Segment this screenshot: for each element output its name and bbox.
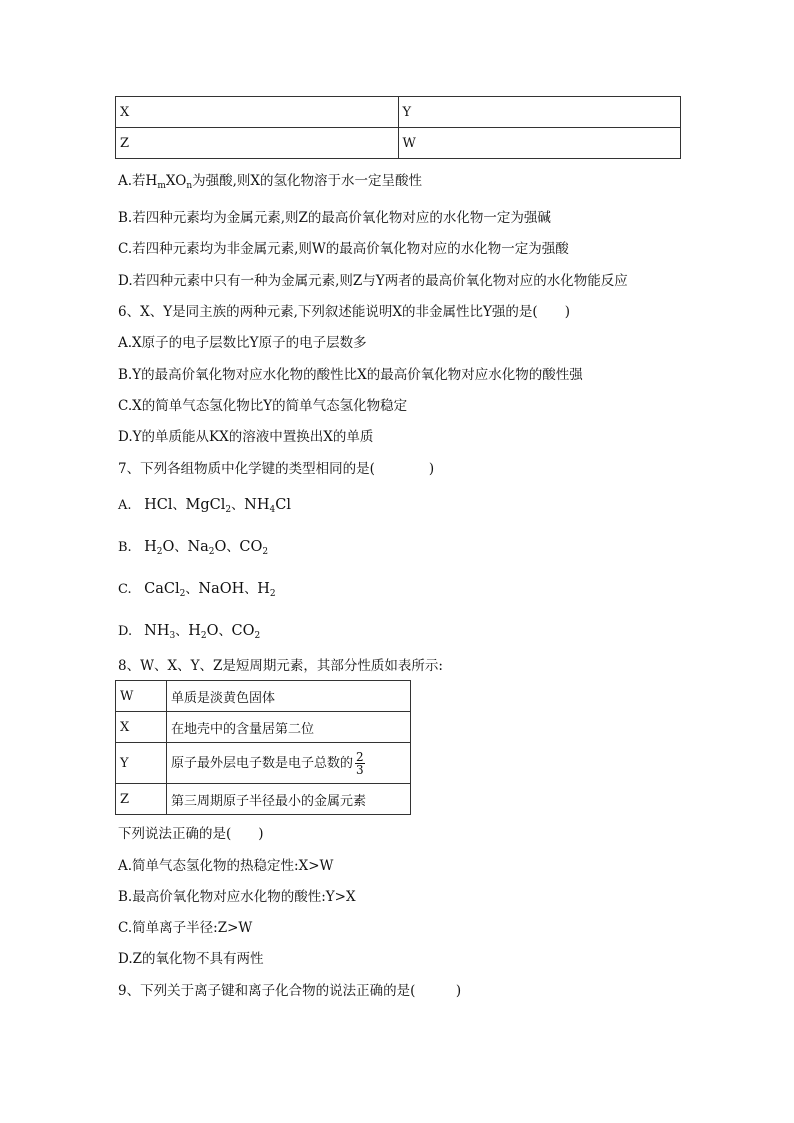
q5-option-a: A.若$H_mXO_n$为强酸,则X的氢化物溶于水一定呈酸性 <box>118 173 423 191</box>
q7-option-a: A. HCl、MgCl$_2$、$NH_4Cl$ <box>118 497 291 515</box>
q8-ask: 下列说法正确的是( ) <box>118 826 264 842</box>
table-cell: W <box>398 128 681 159</box>
q8-option-d: D.Z的氧化物不具有两性 <box>118 951 264 967</box>
q7-stem: 7、下列各组物质中化学键的类型相同的是( ) <box>118 461 435 477</box>
q6-option-d: D.Y的单质能从KX的溶液中置换出X的单质 <box>118 429 374 445</box>
formula: $NH_4Cl$ <box>244 497 291 515</box>
fraction: $\frac{2}{3}$ <box>356 749 364 777</box>
table-cell: 单质是淡黄色固体 <box>167 681 411 712</box>
q7-option-c: C. CaCl$_2$、NaOH、$H_2$ <box>118 581 276 599</box>
formula: $H_2O$ <box>144 539 175 557</box>
formula: $Na_2O$ <box>187 539 227 557</box>
table-cell: Z <box>116 784 167 815</box>
q5-option-c: C.若四种元素均为非金属元素,则W的最高价氧化物对应的水化物一定为强酸 <box>118 241 569 257</box>
q6-option-a: A.X原子的电子层数比Y原子的电子层数多 <box>118 335 367 351</box>
formula: $NH_3$ <box>144 623 176 641</box>
table-cell: 在地壳中的含量居第二位 <box>167 712 411 743</box>
formula: CaCl$_2$ <box>144 581 186 599</box>
table-cell: Y <box>116 743 167 784</box>
q9-stem: 9、下列关于离子键和离子化合物的说法正确的是( ) <box>118 983 462 999</box>
formula: $H_2O$ <box>188 623 219 641</box>
formula: $CO_2$ <box>231 623 261 641</box>
q8-option-a: A.简单气态氢化物的热稳定性:X>W <box>118 858 334 874</box>
q5-option-d: D.若四种元素中只有一种为金属元素,则Z与Y两者的最高价氧化物对应的水化物能反应 <box>118 273 628 289</box>
formula: NaOH <box>198 581 245 597</box>
table-cell: 第三周期原子半径最小的金属元素 <box>167 784 411 815</box>
formula: $CO_2$ <box>239 539 269 557</box>
table-cell: Y <box>398 97 681 128</box>
table-cell: Z <box>116 128 399 159</box>
table-row <box>116 681 411 712</box>
element-position-table <box>115 96 681 159</box>
formula: $H_2$ <box>257 581 276 599</box>
table-row <box>116 712 411 743</box>
q6-option-b: B.Y的最高价氧化物对应水化物的酸性比X的最高价氧化物对应水化物的酸性强 <box>118 367 583 383</box>
q6-stem: 6、X、Y是同主族的两种元素,下列叙述能说明X的非金属性比Y强的是( ) <box>118 304 570 320</box>
table-row <box>116 128 681 159</box>
table-cell: 原子最外层电子数是电子总数的 $\frac{2}{3}$ <box>167 743 411 784</box>
element-properties-table <box>115 680 411 815</box>
table-cell: X <box>116 97 399 128</box>
q7-option-b: B. $H_2O$、$Na_2O$、$CO_2$ <box>118 539 269 557</box>
table-row <box>116 784 411 815</box>
table-row <box>116 743 411 784</box>
table-cell: X <box>116 712 167 743</box>
q7-option-d: D. $NH_3$、$H_2O$、$CO_2$ <box>118 623 261 641</box>
formula: MgCl$_2$ <box>185 497 232 515</box>
q6-option-c: C.X的简单气态氢化物比Y的简单气态氢化物稳定 <box>118 398 408 414</box>
q8-stem: 8、W、X、Y、Z是短周期元素，其部分性质如表所示: <box>118 658 443 674</box>
q8-option-b: B.最高价氧化物对应水化物的酸性:Y>X <box>118 889 356 905</box>
formula: HCl <box>144 497 173 513</box>
q8-option-c: C.简单离子半径:Z>W <box>118 920 253 936</box>
q5-option-b: B.若四种元素均为金属元素,则Z的最高价氧化物对应的水化物一定为强碱 <box>118 210 551 226</box>
table-cell: W <box>116 681 167 712</box>
table-row <box>116 97 681 128</box>
